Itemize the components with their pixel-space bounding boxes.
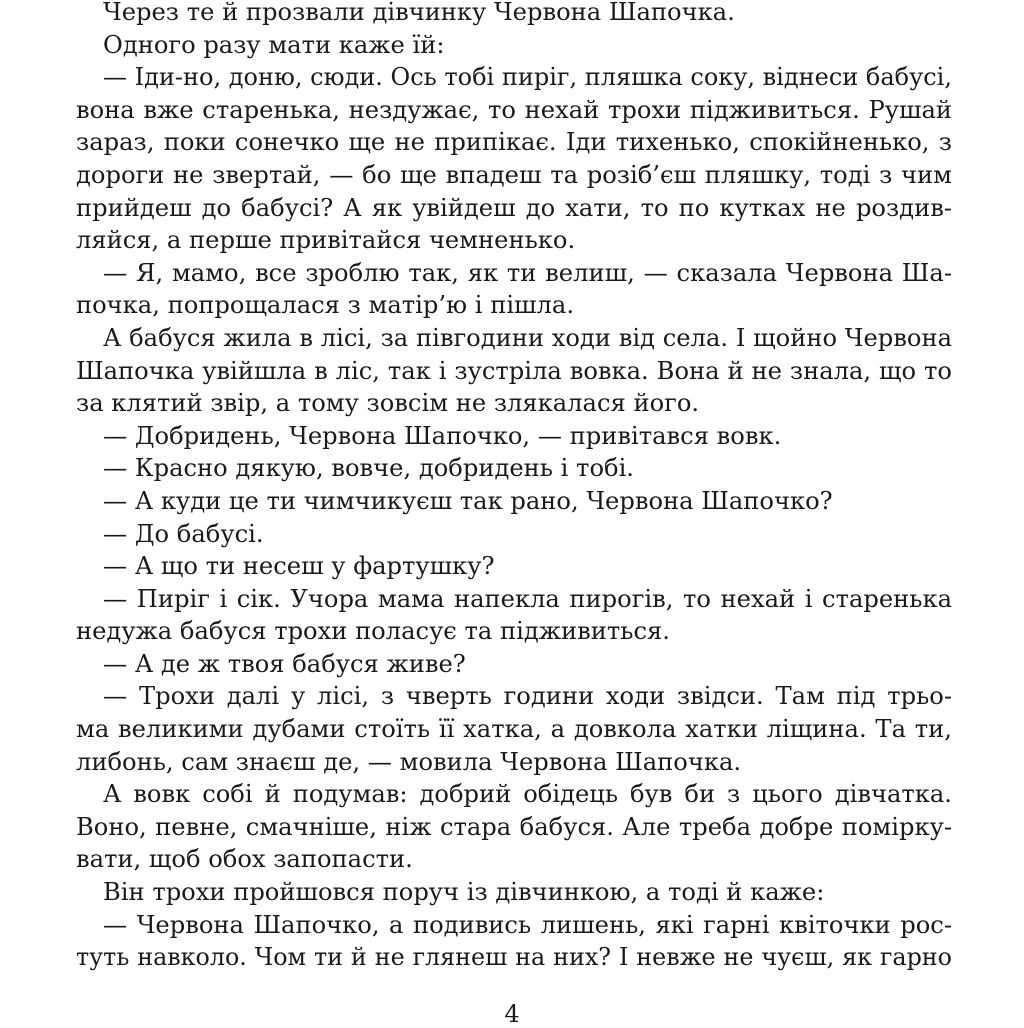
text-line: — Я, мамо, все зроблю так, як ти велиш, — сказала Червона Ша-: [103, 258, 952, 287]
story-text: [76, 0, 952, 974]
text-line: Він трохи пройшовся поруч із дівчинкою, а тоді й каже:: [103, 878, 825, 907]
text-line: Через те й прозвали дівчинку Червона Шапочка.: [103, 0, 735, 26]
text-line: дороги не звертай, — бо ще впадеш та розіб’єш пляшку, тоді з чим: [76, 160, 952, 189]
text-line: вати, щоб обох запопасти.: [76, 845, 413, 874]
text-line: почка, попрощалася з матір’ю і пішла.: [76, 291, 575, 320]
page-number: 4: [504, 1000, 520, 1028]
text-line: вона вже старенька, нездужає, то нехай трохи підживиться. Рушай: [76, 95, 952, 124]
text-line: — А де ж твоя бабуся живе?: [103, 649, 466, 678]
text-line: — Пиріг і сік. Учора мама напекла пирогів, то нехай і старенька: [103, 584, 952, 613]
text-line: зараз, поки сонечко ще не припікає. Іди тихенько, спокійненько, з: [76, 128, 952, 157]
text-line: Одного разу мати каже їй:: [103, 30, 445, 59]
text-line: ма великими дубами стоїть її хатка, а довкола хатки ліщина. Та ти,: [76, 715, 952, 744]
text-line: — Красно дякую, вовче, добридень і тобі.: [103, 454, 634, 483]
text-line: за клятий звір, а тому зовсім не злякалася його.: [76, 389, 700, 418]
text-line: прийдеш до бабусі? А як увійдеш до хати, то по кутках не роздив-: [76, 193, 952, 222]
text-line: недужа бабуся трохи поласує та підживиться.: [76, 617, 670, 646]
text-line: — Червона Шапочко, а подивись лишень, які гарні квіточки рос-: [103, 910, 952, 939]
text-line: — Іди-но, доню, сюди. Ось тобі пиріг, пляшка соку, віднеси бабусі,: [103, 63, 952, 92]
text-line: Шапочка увійшла в ліс, так і зустріла вовка. Вона й не знала, що то: [76, 356, 952, 385]
text-line: — Трохи далі у лісі, з чверть години ходи звідси. Там під трьо-: [103, 682, 952, 711]
text-line: — А куди це ти чимчикуєш так рано, Червона Шапочко?: [103, 486, 833, 515]
text-line: А бабуся жила в лісі, за півгодини ходи від села. І щойно Червона: [103, 323, 952, 352]
text-line: — А що ти несеш у фартушку?: [103, 552, 495, 581]
text-line: — Добридень, Червона Шапочко, — привітався вовк.: [103, 421, 782, 450]
text-line: А вовк собі й подумав: добрий обідець був би з цього дівчатка.: [103, 780, 952, 809]
text-line: — До бабусі.: [103, 519, 264, 548]
text-line: либонь, сам знаєш де, — мовила Червона Шапочка.: [76, 747, 742, 776]
text-line: ляйся, а перше привітайся чемненько.: [76, 226, 576, 255]
text-line: Воно, певне, смачніше, ніж стара бабуся. Але треба добре помірку-: [76, 812, 952, 841]
text-line: туть навколо. Чом ти й не глянеш на них? І невже не чуєш, як гарно: [76, 943, 952, 972]
